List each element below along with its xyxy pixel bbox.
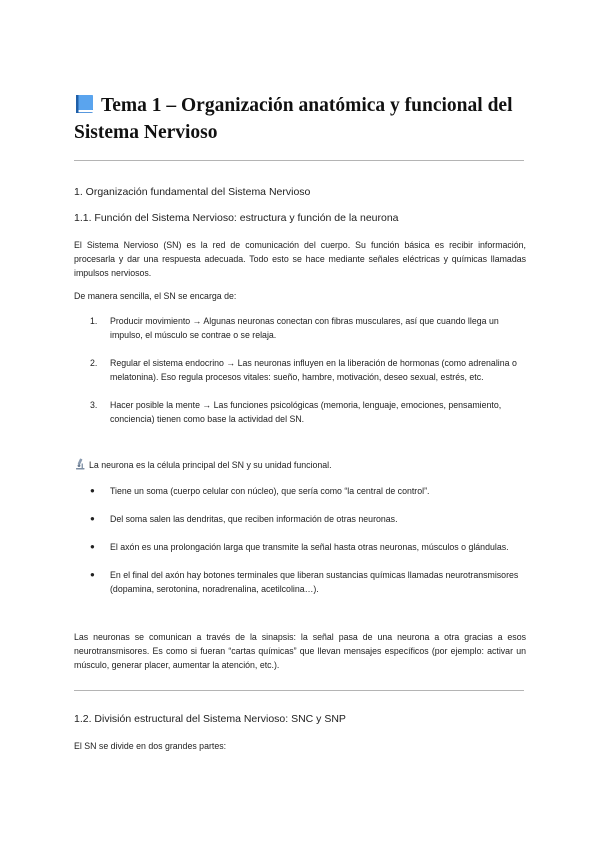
- list-number: 1.: [90, 316, 98, 326]
- bullet: ●: [90, 514, 95, 523]
- section-1-1-heading: 1.1. Función del Sistema Nervioso: estructura y función de la neurona: [74, 212, 399, 224]
- list-item-text: Tiene un soma (cuerpo celular con núcleo), que sería como “la central de control”.: [110, 486, 430, 496]
- section-divider: [74, 690, 524, 691]
- neuron-statement: [74, 458, 526, 472]
- synapse-paragraph: Las neuronas se comunican a través de la sinapsis: la señal pasa de una neurona a otra gracias a esos neurotransmisores. Es como si fueran “cartas químicas” que llevan mensajes específicos (por ejemplo: activar un músculo, generar placer, aumentar la atención, etc.).: [74, 632, 526, 670]
- section-1-heading: 1. Organización fundamental del Sistema Nervioso: [74, 186, 311, 198]
- list-item: [74, 568, 526, 596]
- title-text: Tema 1 – Organización anatómica y funcional del Sistema Nervioso: [74, 95, 513, 143]
- list-item: [74, 484, 526, 498]
- list-item: [74, 398, 526, 426]
- list-item: [74, 314, 526, 342]
- list-number: 3.: [90, 400, 98, 410]
- section-1-2-heading: 1.2. División estructural del Sistema Nervioso: SNC y SNP: [74, 713, 346, 725]
- intro-paragraph: El Sistema Nervioso (SN) es la red de comunicación del cuerpo. Su función básica es recibir información, procesarla y dar una respuesta adecuada. Todo esto se hace mediante señales eléctricas y químicas llamadas impulsos nerviosos.: [74, 240, 526, 278]
- bullet: ●: [90, 542, 95, 551]
- list-item: [74, 512, 526, 526]
- list-item-text: Producir movimiento → Algunas neuronas conectan con fibras musculares, así que cuando llega un impulso, el músculo se contrae o se relaja.: [110, 316, 499, 340]
- functions-lead: De manera sencilla, el SN se encarga de:: [74, 291, 237, 301]
- list-item-text: En el final del axón hay botones terminales que liberan sustancias químicas llamadas neurotransmisores (dopamina, serotonina, noradrenalina, acetilcolina…).: [110, 570, 519, 594]
- section-divider: [74, 160, 524, 161]
- microscope-icon: [74, 458, 86, 470]
- list-number: 2.: [90, 358, 98, 368]
- neuron-statement-text: La neurona es la célula principal del SN y su unidad funcional.: [89, 460, 332, 470]
- bullet: ●: [90, 486, 95, 495]
- list-item-text: El axón es una prolongación larga que transmite la señal hasta otras neuronas, músculos o glándulas.: [110, 542, 509, 552]
- page-title: [74, 92, 534, 146]
- list-item-text: Del soma salen las dendritas, que reciben información de otras neuronas.: [110, 514, 398, 524]
- list-item-text: Hacer posible la mente → Las funciones psicológicas (memoria, lenguaje, emociones, pensamiento, conciencia) tienen como base la actividad del SN.: [110, 400, 502, 424]
- list-item: [74, 540, 526, 554]
- bullet: ●: [90, 570, 95, 579]
- neuron-parts-list: [74, 484, 526, 610]
- division-lead: El SN se divide en dos grandes partes:: [74, 741, 227, 751]
- blue-book-icon: [74, 94, 96, 114]
- list-item: [74, 356, 526, 384]
- list-item-text: Regular el sistema endocrino → Las neuronas influyen en la liberación de hormonas (como adrenalina o melatonina). Eso regula procesos vitales: sueño, hambre, motivación, deseo sexual, estrés, etc.: [110, 358, 517, 382]
- functions-list: [74, 314, 526, 440]
